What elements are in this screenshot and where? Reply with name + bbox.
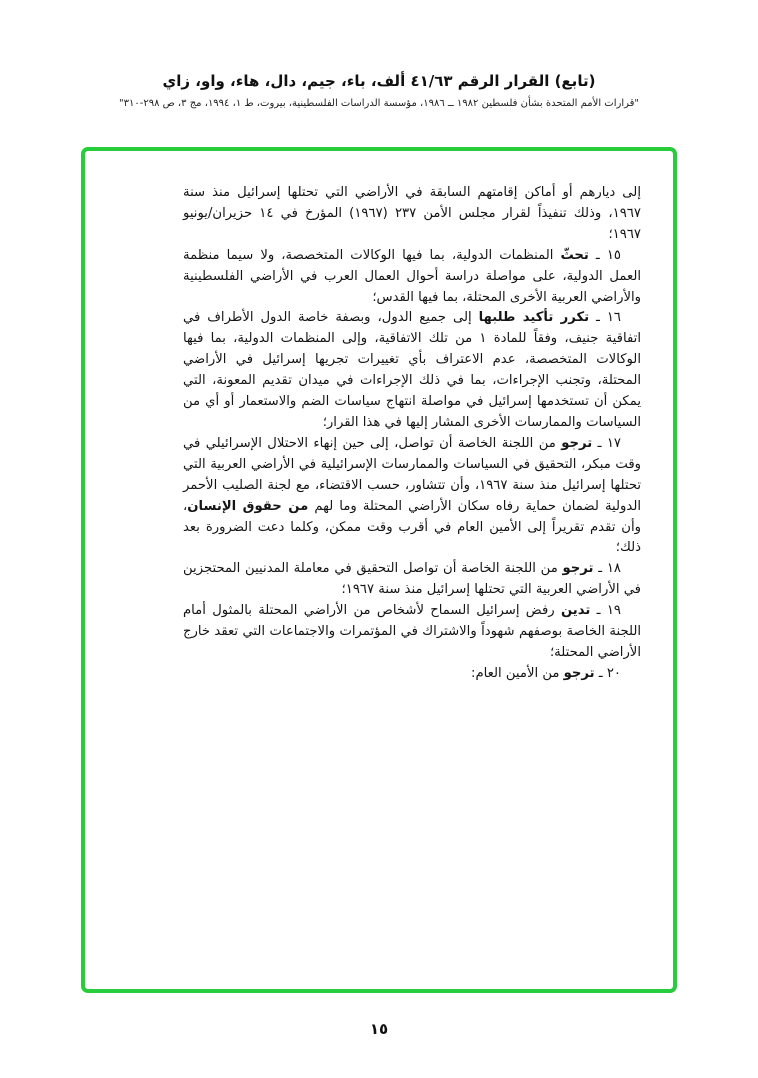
paragraph bbox=[183, 246, 641, 309]
paragraph-number: ١٨ ـ bbox=[593, 561, 621, 577]
paragraph-text: ، وأن تقدم تقريراً إلى الأمين العام في أقرب وقت ممكن، وكلما دعت الضرورة بعد ذلك؛ bbox=[183, 498, 641, 556]
paragraph-text: رفض إسرائيل السماح لأشخاص من الأراضي المحتلة بالمثول أمام اللجنة الخاصة بوصفهم شهوداً والاشتراك في المؤتمرات والاجتماعات التي تعقد خارج الأراضي المحتلة؛ bbox=[183, 603, 641, 660]
content-frame bbox=[81, 147, 677, 993]
page-number: ١٥ bbox=[369, 1020, 389, 1038]
resolution-title: (تابع) القرار الرقم ٤١/٦٣ ألف، باء، جيم، دال، هاء، واو، زاي bbox=[162, 72, 596, 90]
source-citation: "قرارات الأمم المتحدة بشأن فلسطين ١٩٨٢ ــ ١٩٨٦، مؤسسة الدراسات الفلسطينية، بيروت، ط ١، ١٩٩٤، مج ٣، ص ٢٩٨-٣١٠" bbox=[119, 98, 639, 109]
paragraph-text: من الأمين العام: bbox=[471, 665, 564, 681]
paragraph-text: من اللجنة الخاصة أن تواصل التحقيق في معاملة المدنيين المحتجزين في الأراضي العربية التي تحتلها إسرائيل منذ سنة ١٩٦٧؛ bbox=[183, 561, 641, 598]
paragraph bbox=[183, 664, 641, 685]
paragraph-text: من اللجنة الخاصة أن تواصل، إلى حين إنهاء الاحتلال الإسرائيلي في وقت مبكر، التحقيق في السياسات والممارسات الإسرائيلية في الأراضي العربية التي تحتلها إسرائيل منذ سنة ١٩٦٧، وأن تتشاور، حسب الاقتضاء، مع لجنة الصليب الأحمر الدولية لضمان حماية رفاه سكان الأراضي المحتلة وما لهم bbox=[183, 435, 642, 514]
paragraph-bold-text: تدين bbox=[560, 603, 591, 619]
paragraph bbox=[183, 434, 641, 559]
paragraph bbox=[183, 183, 641, 246]
document-body bbox=[183, 183, 641, 685]
paragraph-number: ١٧ ـ bbox=[592, 435, 622, 451]
paragraph-text: إلى ديارهم أو أماكن إقامتهم السابقة في الأراضي التي تحتلها إسرائيل منذ سنة ١٩٦٧، وذلك تنفيذاً لقرار مجلس الأمن ٢٣٧ (١٩٦٧) المؤرخ في ١٤ حزيران/يونيو ١٩٦٧؛ bbox=[183, 185, 641, 242]
paragraph bbox=[183, 601, 641, 664]
paragraph-bold-text: تحثّ bbox=[560, 247, 589, 263]
paragraph-number: ١٥ ـ bbox=[588, 247, 622, 263]
page-header bbox=[0, 72, 758, 109]
paragraph-text: إلى جميع الدول، وبصفة خاصة الدول الأطراف في اتفاقية جنيف، وفقاً للمادة ١ من تلك الاتفاقية، وإلى المنظمات الدولية، بما فيها الوكالات المتخصصة، عدم الاعتراف بأي تغييرات تجريها إسرائيل في الأراضي المحتلة، وتجنب الإجراءات، بما في ذلك الإجراءات في ميدان تقديم المعونة، التي يمكن أن تستخدمها إسرائيل في مواصلة انتهاج سياسات الضم والاستعمار أو أي من السياسات والممارسات الأخرى المشار إليها في هذا القرار؛ bbox=[183, 310, 641, 430]
paragraph bbox=[183, 559, 641, 601]
paragraph-bold-text: تكرر تأكيد طلبها bbox=[478, 310, 590, 326]
paragraph-bold-text: ترجو bbox=[563, 665, 595, 681]
paragraph-bold-text: ترجو bbox=[562, 561, 594, 577]
paragraph-bold-text: ترجو bbox=[561, 435, 593, 451]
paragraph-number: ٢٠ ـ bbox=[594, 665, 621, 681]
paragraph-bold-text: من حقوق الإنسان bbox=[187, 498, 309, 514]
paragraph-text: المنظمات الدولية، بما فيها الوكالات المتخصصة، ولا سيما منظمة العمل الدولية، على مواصلة دراسة أحوال العمال العرب في الأراضي الفلسطينية والأراضي العربية الأخرى المحتلة، بما فيها القدس؛ bbox=[183, 247, 641, 305]
paragraph-number: ١٩ ـ bbox=[590, 603, 621, 619]
paragraph-number: ١٦ ـ bbox=[589, 310, 621, 326]
paragraph bbox=[183, 308, 641, 433]
